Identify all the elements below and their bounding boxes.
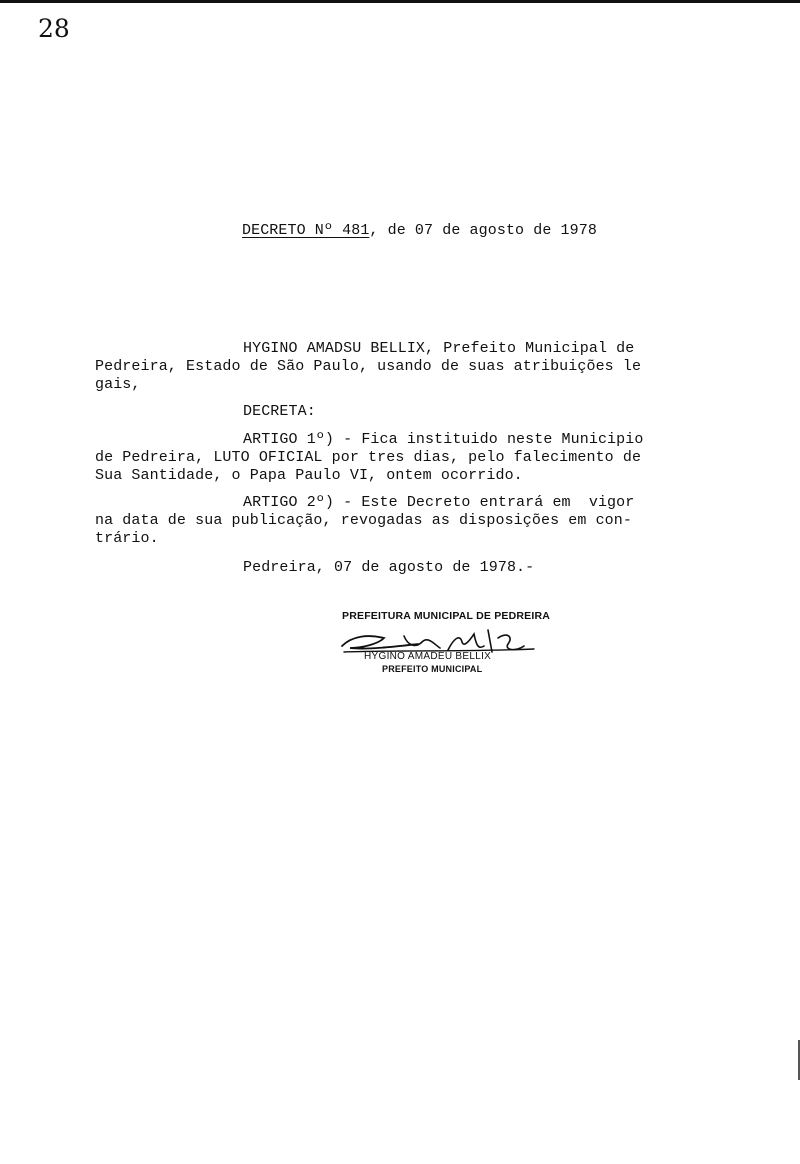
decree-title: [242, 222, 597, 239]
article-2-line-3: trário.: [95, 530, 159, 547]
preamble-line-2: Pedreira, Estado de São Paulo, usando de suas atribuições le: [95, 358, 642, 375]
decree-number: DECRETO Nº 481: [242, 222, 370, 239]
article-2-line-1: ARTIGO 2º) - Este Decreto entrará em vigor: [243, 494, 635, 511]
preamble-line-3: gais,: [95, 376, 141, 393]
page-top-edge: [0, 0, 800, 3]
decree-date: , de 07 de agosto de 1978: [369, 222, 597, 239]
decreta-heading: DECRETA:: [243, 403, 316, 420]
article-2-line-2: na data de sua publicação, revogadas as disposições em con-: [95, 512, 632, 529]
article-1-line-3: Sua Santidade, o Papa Paulo VI, ontem ocorrido.: [95, 467, 523, 484]
closing-place-date: Pedreira, 07 de agosto de 1978.-: [243, 559, 535, 576]
stamp-name: HYGINO AMADEU BELLIX: [364, 651, 492, 662]
article-1-line-2: de Pedreira, LUTO OFICIAL por tres dias, pelo falecimento de: [95, 449, 642, 466]
signature-stamp: [330, 606, 551, 676]
page-number: 28: [38, 14, 70, 43]
preamble-line-1: HYGINO AMADSU BELLIX, Prefeito Municipal de: [243, 340, 635, 357]
stamp-header: PREFEITURA MUNICIPAL DE PEDREIRA: [342, 610, 551, 622]
stamp-role: PREFEITO MUNICIPAL: [382, 664, 483, 674]
article-1-line-1: ARTIGO 1º) - Fica instituido neste Municipio: [243, 431, 644, 448]
